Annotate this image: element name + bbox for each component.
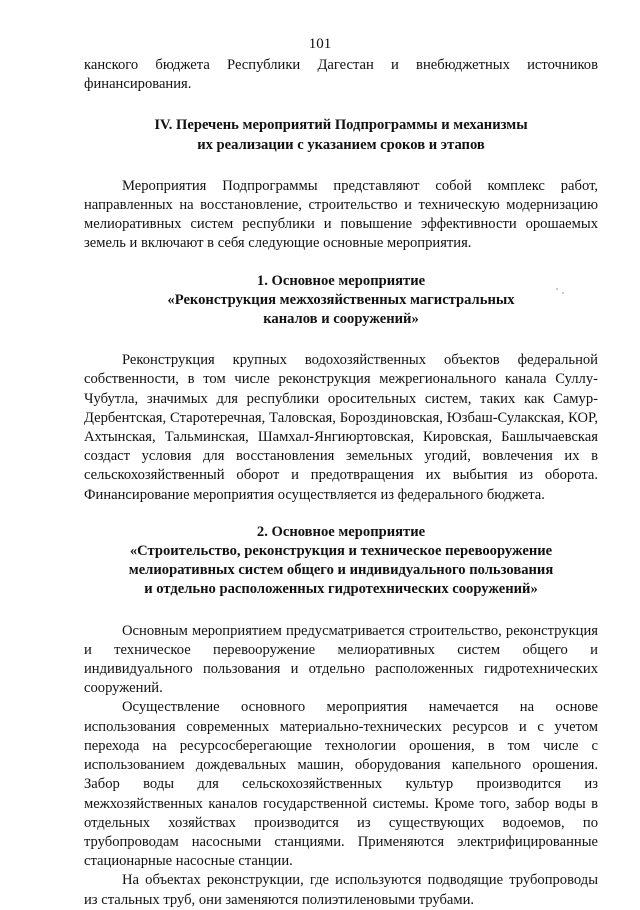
section-4-heading-line-1: IV. Перечень мероприятий Подпрограммы и механизмы [154, 117, 528, 134]
measure-2-heading-line-1: 2. Основное мероприятие [256, 523, 426, 540]
measure-2-heading-line-2: «Строительство, реконструкция и техническое перевооружение [129, 543, 553, 560]
measure-1-paragraph: Реконструкция крупных водохозяйственных объектов федеральной собственности, в том числе реконструкция межрегионального канала Суллу-Чубутла, значимых для республики оросительных систем, таких как Самур-Дербентская, Старотеречная, Таловская, Бороздиновская, Юзбаш-Сулакская, КОР, Ахтынская, Тальминская, Шамхал-Янгиюртовская, Кировская, Башлычаевская создаст условия для восстановления земельных угодий, вовлечения их в сельскохозяйственный оборот и предотвращения их выбытия из оборота. Финансирование мероприятия осуществляется из федерального бюджета. [84, 352, 598, 503]
section-4-paragraph: Мероприятия Подпрограммы представляют собой комплекс работ, направленных на восстановление, строительство и техническую модернизацию мелиоративных систем республики и повышение эффективности орошаемых земель и включают в себя следующие основные мероприятия. [84, 177, 598, 252]
measure-2-paragraph-1: Основным мероприятием предусматривается строительство, реконструкция и техническое перевооружение мелиоративных систем общего и индивидуального пользования и отдельно расположенных гидротехнических сооружений. [84, 622, 598, 697]
scan-speck [556, 288, 558, 290]
measure-2-heading-line-4: и отдельно расположенных гидротехнических сооружений» [144, 581, 538, 598]
section-4-heading [84, 116, 598, 154]
measure-1-heading [84, 272, 598, 330]
measure-2-paragraph-3: На объектах реконструкции, где используются подводящие трубопроводы из стальных труб, они заменяются полиэтиленовыми трубами. [84, 872, 598, 908]
measure-1-heading-line-1: 1. Основное мероприятие [256, 272, 426, 289]
measure-2-heading [84, 523, 598, 600]
measure-1-heading-line-2: «Реконструкция межхозяйственных магистральных [167, 291, 515, 308]
measure-1-heading-line-3: каналов и сооружений» [263, 311, 419, 328]
continuation-paragraph: канского бюджета Республики Дагестан и внебюджетных источников финансирования. [84, 57, 598, 93]
scan-speck [562, 292, 564, 294]
page-number: 101 [308, 36, 332, 52]
measure-2-heading-line-3: мелиоративных систем общего и индивидуального пользования [128, 562, 554, 579]
page-content [84, 56, 598, 910]
measure-2-paragraph-2: Осуществление основного мероприятия намечается на основе использования современных материально-технических ресурсов и с учетом перехода на ресурсосберегающие технологии орошения, в том числе с использованием дождевальных машин, оборудования капельного орошения. Забор воды для сельскохозяйственных культур производится из межхозяйственных каналов государственной системы. Кроме того, забор воды в отдельных хозяйствах производится из существующих водоемов, по трубопроводам насосными станциями. Применяются электрифицированные стационарные насосные станции. [84, 699, 598, 870]
section-4-heading-line-2: их реализации с указанием сроков и этапов [197, 136, 485, 153]
